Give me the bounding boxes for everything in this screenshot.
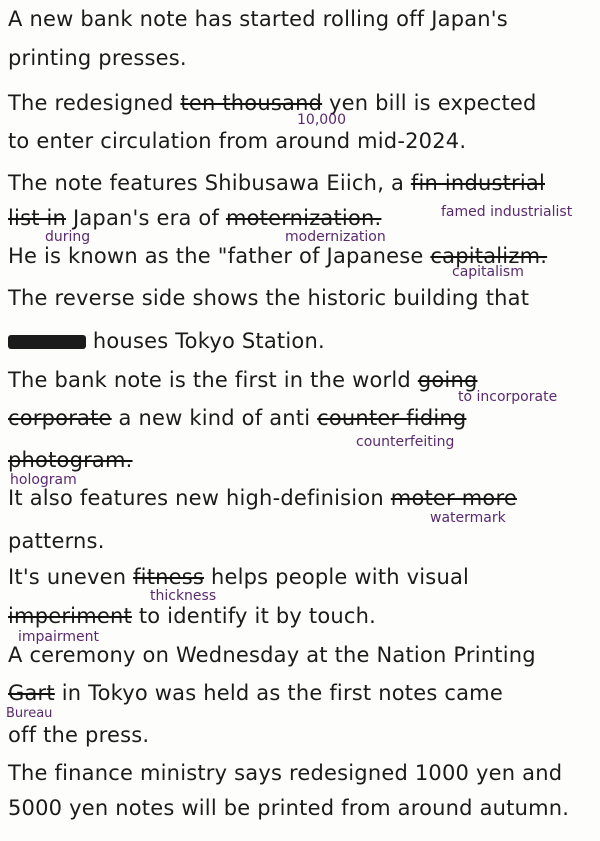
line-text: printing presses. [8, 46, 187, 70]
text-line [8, 205, 381, 231]
line-text: It also features new high-definision [8, 486, 391, 510]
text-line [8, 795, 569, 821]
correction-note: famed industrialist [441, 204, 573, 220]
line-text: Japan's era of [66, 206, 226, 230]
text-line [8, 485, 517, 511]
text-line [8, 45, 187, 71]
correction-note: counterfeiting [356, 434, 455, 450]
correction-note: watermark [430, 510, 506, 526]
line-text: to identify it by touch. [131, 604, 377, 628]
text-line [8, 603, 376, 629]
text-line [8, 528, 105, 554]
correction-note: impairment [18, 629, 100, 645]
line-text: A new bank note has started rolling off Japan's [8, 7, 508, 31]
text-line [8, 367, 477, 393]
line-text: in Tokyo was held as the first notes came [54, 681, 503, 705]
text-line [8, 564, 469, 590]
text-line [8, 285, 529, 311]
struck-text: imperiment [8, 604, 132, 628]
line-text: yen bill is expected [322, 91, 537, 115]
struck-text: Gart [8, 681, 55, 705]
line-text: helps people with visual [204, 565, 470, 589]
line-text: The finance ministry says redesigned 1000 yen and [8, 761, 563, 785]
line-text: a new kind of anti [111, 406, 318, 430]
text-line [8, 642, 536, 668]
struck-text: list in [8, 206, 67, 230]
line-text: He is known as the "father of Japanese [8, 244, 431, 268]
text-line [8, 760, 562, 786]
struck-text: photogram. [8, 448, 133, 472]
text-line [8, 447, 133, 473]
line-text: off the press. [8, 723, 150, 747]
text-line [8, 6, 508, 32]
struck-text: fitness [133, 565, 205, 589]
line-text: The reverse side shows the historic building that [8, 286, 530, 310]
correction-note: hologram [10, 472, 77, 488]
correction-note: Bureau [6, 706, 53, 721]
text-line [8, 328, 325, 354]
struck-text: moternization. [225, 206, 382, 230]
text-line [8, 722, 149, 748]
correction-note: thickness [150, 588, 217, 604]
struck-text: moter more [390, 486, 517, 510]
struck-text: capitalizm. [430, 244, 548, 268]
line-text: 5000 yen notes will be printed from around autumn. [8, 796, 570, 820]
scribbled-out-word [8, 335, 86, 349]
text-line [8, 680, 503, 706]
correction-note: to incorporate [458, 389, 558, 405]
line-text: The bank note is the first in the world [8, 368, 418, 392]
line-text: to enter circulation from around mid-2024. [8, 129, 467, 153]
correction-note: modernization [285, 229, 386, 245]
struck-text: corporate [8, 406, 112, 430]
struck-text: going [417, 368, 478, 392]
line-text: patterns. [8, 529, 105, 553]
struck-text: fin industrial [410, 171, 546, 195]
correction-note: capitalism [452, 264, 524, 280]
text-line [8, 170, 545, 196]
line-text: The redesigned [8, 91, 181, 115]
line-text: A ceremony on Wednesday at the Nation Printing [8, 643, 536, 667]
correction-note: during [45, 229, 91, 245]
struck-text: ten thousand [180, 91, 323, 115]
text-line [8, 128, 466, 154]
text-line [8, 90, 537, 116]
line-text: The note features Shibusawa Eiich, a [8, 171, 411, 195]
line-text: It's uneven [8, 565, 134, 589]
correction-note: 10,000 [297, 112, 346, 128]
struck-text: counter fiding [317, 406, 467, 430]
line-text: houses Tokyo Station. [86, 329, 325, 353]
text-line [8, 405, 466, 431]
